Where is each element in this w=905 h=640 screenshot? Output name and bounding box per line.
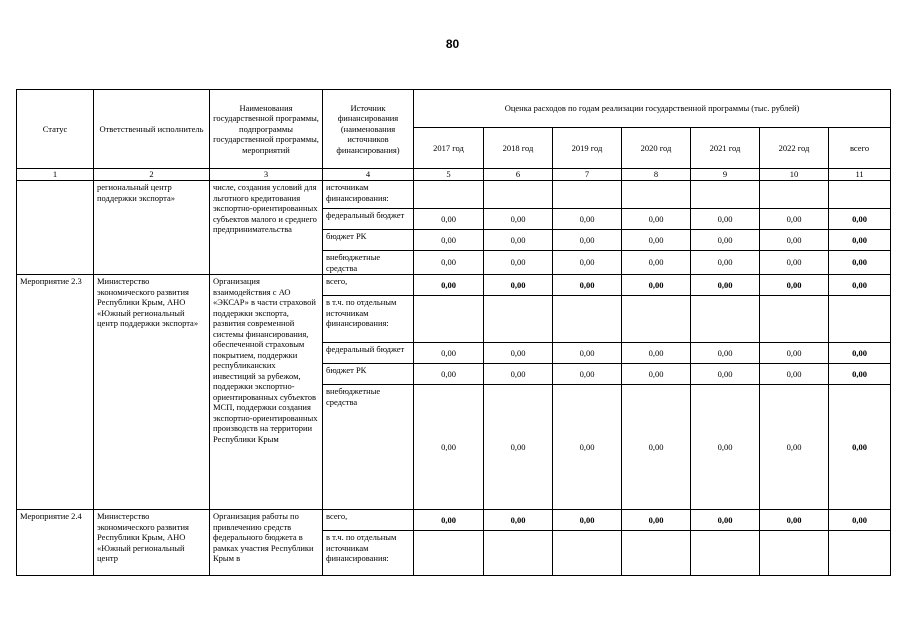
year-value-cell: 0,00 (414, 251, 484, 275)
executor-cell: региональный центр поддержки экспорта» (94, 181, 210, 275)
header-source: Источник финансирования (наименования источников финансирования) (323, 90, 414, 169)
year-value-cell: 0,00 (691, 230, 760, 251)
col-number: 10 (760, 169, 829, 181)
year-value-cell (553, 181, 622, 209)
year-value-cell: 0,00 (484, 230, 553, 251)
year-value-cell (760, 181, 829, 209)
funding-source-cell: всего, (323, 275, 414, 296)
funding-source-cell: внебюджетные средства (323, 251, 414, 275)
total-value-cell: 0,00 (829, 275, 891, 296)
year-value-cell (484, 531, 553, 576)
year-value-cell: 0,00 (414, 510, 484, 531)
total-value-cell: 0,00 (829, 343, 891, 364)
year-value-cell: 0,00 (622, 275, 691, 296)
year-value-cell: 0,00 (760, 275, 829, 296)
header-year-2019: 2019 год (553, 128, 622, 169)
year-value-cell: 0,00 (553, 209, 622, 230)
year-value-cell: 0,00 (622, 343, 691, 364)
funding-source-cell: бюджет РК (323, 364, 414, 385)
year-value-cell: 0,00 (553, 364, 622, 385)
year-value-cell (760, 531, 829, 576)
year-value-cell: 0,00 (484, 385, 553, 510)
year-value-cell: 0,00 (414, 275, 484, 296)
year-value-cell: 0,00 (760, 230, 829, 251)
funding-source-cell: федеральный бюджет (323, 343, 414, 364)
activity-name-cell: Организация взаимодействия с АО «ЭКСАР» в части страховой поддержки экспорта, развития современной системы финансирования, обеспеченной страховым покрытием, поддержки республиканских инвестиций за рубежом, поддержки экспортно-ориентированных субъектов МСП, поддержки создания экспортно-ориентированных производств на территории Республики Крым (210, 275, 323, 510)
year-value-cell: 0,00 (760, 251, 829, 275)
col-number: 3 (210, 169, 323, 181)
status-cell: Мероприятие 2.3 (17, 275, 94, 510)
total-value-cell (829, 296, 891, 343)
year-value-cell: 0,00 (760, 510, 829, 531)
year-value-cell: 0,00 (691, 251, 760, 275)
year-value-cell (484, 181, 553, 209)
total-value-cell (829, 181, 891, 209)
year-value-cell: 0,00 (414, 385, 484, 510)
year-value-cell: 0,00 (414, 343, 484, 364)
year-value-cell (414, 296, 484, 343)
year-value-cell: 0,00 (414, 364, 484, 385)
header-executor: Ответственный исполнитель (94, 90, 210, 169)
year-value-cell: 0,00 (691, 209, 760, 230)
col-number: 1 (17, 169, 94, 181)
executor-cell: Министерство экономического развития Республики Крым, АНО «Южный региональный центр поддержки экспорта» (94, 275, 210, 510)
year-value-cell: 0,00 (622, 209, 691, 230)
total-value-cell: 0,00 (829, 209, 891, 230)
header-status: Статус (17, 90, 94, 169)
year-value-cell: 0,00 (484, 209, 553, 230)
year-value-cell (553, 531, 622, 576)
year-value-cell: 0,00 (553, 275, 622, 296)
col-number: 8 (622, 169, 691, 181)
table-row (17, 510, 891, 531)
status-cell: Мероприятие 2.4 (17, 510, 94, 576)
year-value-cell: 0,00 (484, 251, 553, 275)
year-value-cell: 0,00 (760, 385, 829, 510)
total-value-cell: 0,00 (829, 510, 891, 531)
year-value-cell: 0,00 (760, 209, 829, 230)
total-value-cell: 0,00 (829, 385, 891, 510)
year-value-cell: 0,00 (553, 343, 622, 364)
funding-source-cell: всего, (323, 510, 414, 531)
year-value-cell: 0,00 (553, 230, 622, 251)
col-number: 9 (691, 169, 760, 181)
header-year-2022: 2022 год (760, 128, 829, 169)
year-value-cell: 0,00 (622, 510, 691, 531)
year-value-cell (760, 296, 829, 343)
budget-table (16, 89, 891, 576)
year-value-cell (691, 531, 760, 576)
col-number: 4 (323, 169, 414, 181)
year-value-cell (553, 296, 622, 343)
funding-source-cell: бюджет РК (323, 230, 414, 251)
year-value-cell: 0,00 (484, 364, 553, 385)
year-value-cell: 0,00 (622, 251, 691, 275)
col-number: 7 (553, 169, 622, 181)
year-value-cell: 0,00 (484, 275, 553, 296)
year-value-cell: 0,00 (622, 364, 691, 385)
year-value-cell (622, 531, 691, 576)
total-value-cell: 0,00 (829, 230, 891, 251)
year-value-cell: 0,00 (553, 251, 622, 275)
col-number: 5 (414, 169, 484, 181)
col-number: 11 (829, 169, 891, 181)
year-value-cell (414, 531, 484, 576)
year-value-cell (622, 181, 691, 209)
year-value-cell: 0,00 (691, 385, 760, 510)
column-numbers-row (17, 169, 891, 181)
funding-source-cell: внебюджетные средства (323, 385, 414, 510)
activity-name-cell: Организация работы по привлечению средств федерального бюджета в рамках участия Республики Крым в (210, 510, 323, 576)
funding-source-cell: в т.ч. по отдельным источникам финансирования: (323, 296, 414, 343)
year-value-cell: 0,00 (691, 275, 760, 296)
header-year-2020: 2020 год (622, 128, 691, 169)
year-value-cell: 0,00 (691, 343, 760, 364)
year-value-cell: 0,00 (760, 364, 829, 385)
year-value-cell: 0,00 (484, 510, 553, 531)
year-value-cell (414, 181, 484, 209)
year-value-cell: 0,00 (553, 510, 622, 531)
total-value-cell: 0,00 (829, 251, 891, 275)
year-value-cell: 0,00 (484, 343, 553, 364)
executor-cell: Министерство экономического развития Республики Крым, АНО «Южный региональный центр (94, 510, 210, 576)
year-value-cell: 0,00 (414, 209, 484, 230)
header-total: всего (829, 128, 891, 169)
header-year-2017: 2017 год (414, 128, 484, 169)
year-value-cell: 0,00 (622, 385, 691, 510)
year-value-cell (691, 296, 760, 343)
year-value-cell: 0,00 (414, 230, 484, 251)
table-row (17, 275, 891, 296)
year-value-cell: 0,00 (760, 343, 829, 364)
page-number: 80 (445, 37, 460, 51)
activity-name-cell: числе, создания условий для льготного кредитования экспортно-ориентированных субъектов малого и среднего предпринимательства (210, 181, 323, 275)
header-year-2018: 2018 год (484, 128, 553, 169)
col-number: 6 (484, 169, 553, 181)
funding-source-cell: федеральный бюджет (323, 209, 414, 230)
funding-source-cell: в т.ч. по отдельным источникам финансирования: (323, 531, 414, 576)
col-number: 2 (94, 169, 210, 181)
year-value-cell: 0,00 (553, 385, 622, 510)
year-value-cell: 0,00 (622, 230, 691, 251)
funding-source-cell: источникам финансирования: (323, 181, 414, 209)
table-row (17, 181, 891, 209)
header-year-2021: 2021 год (691, 128, 760, 169)
year-value-cell (622, 296, 691, 343)
year-value-cell (484, 296, 553, 343)
total-value-cell (829, 531, 891, 576)
header-name: Наименования государственной программы, подпрограммы государственной программы, мероприятий (210, 90, 323, 169)
total-value-cell: 0,00 (829, 364, 891, 385)
year-value-cell (691, 181, 760, 209)
year-value-cell: 0,00 (691, 364, 760, 385)
year-value-cell: 0,00 (691, 510, 760, 531)
status-cell (17, 181, 94, 275)
header-estimate: Оценка расходов по годам реализации государственной программы (тыс. рублей) (414, 90, 891, 128)
